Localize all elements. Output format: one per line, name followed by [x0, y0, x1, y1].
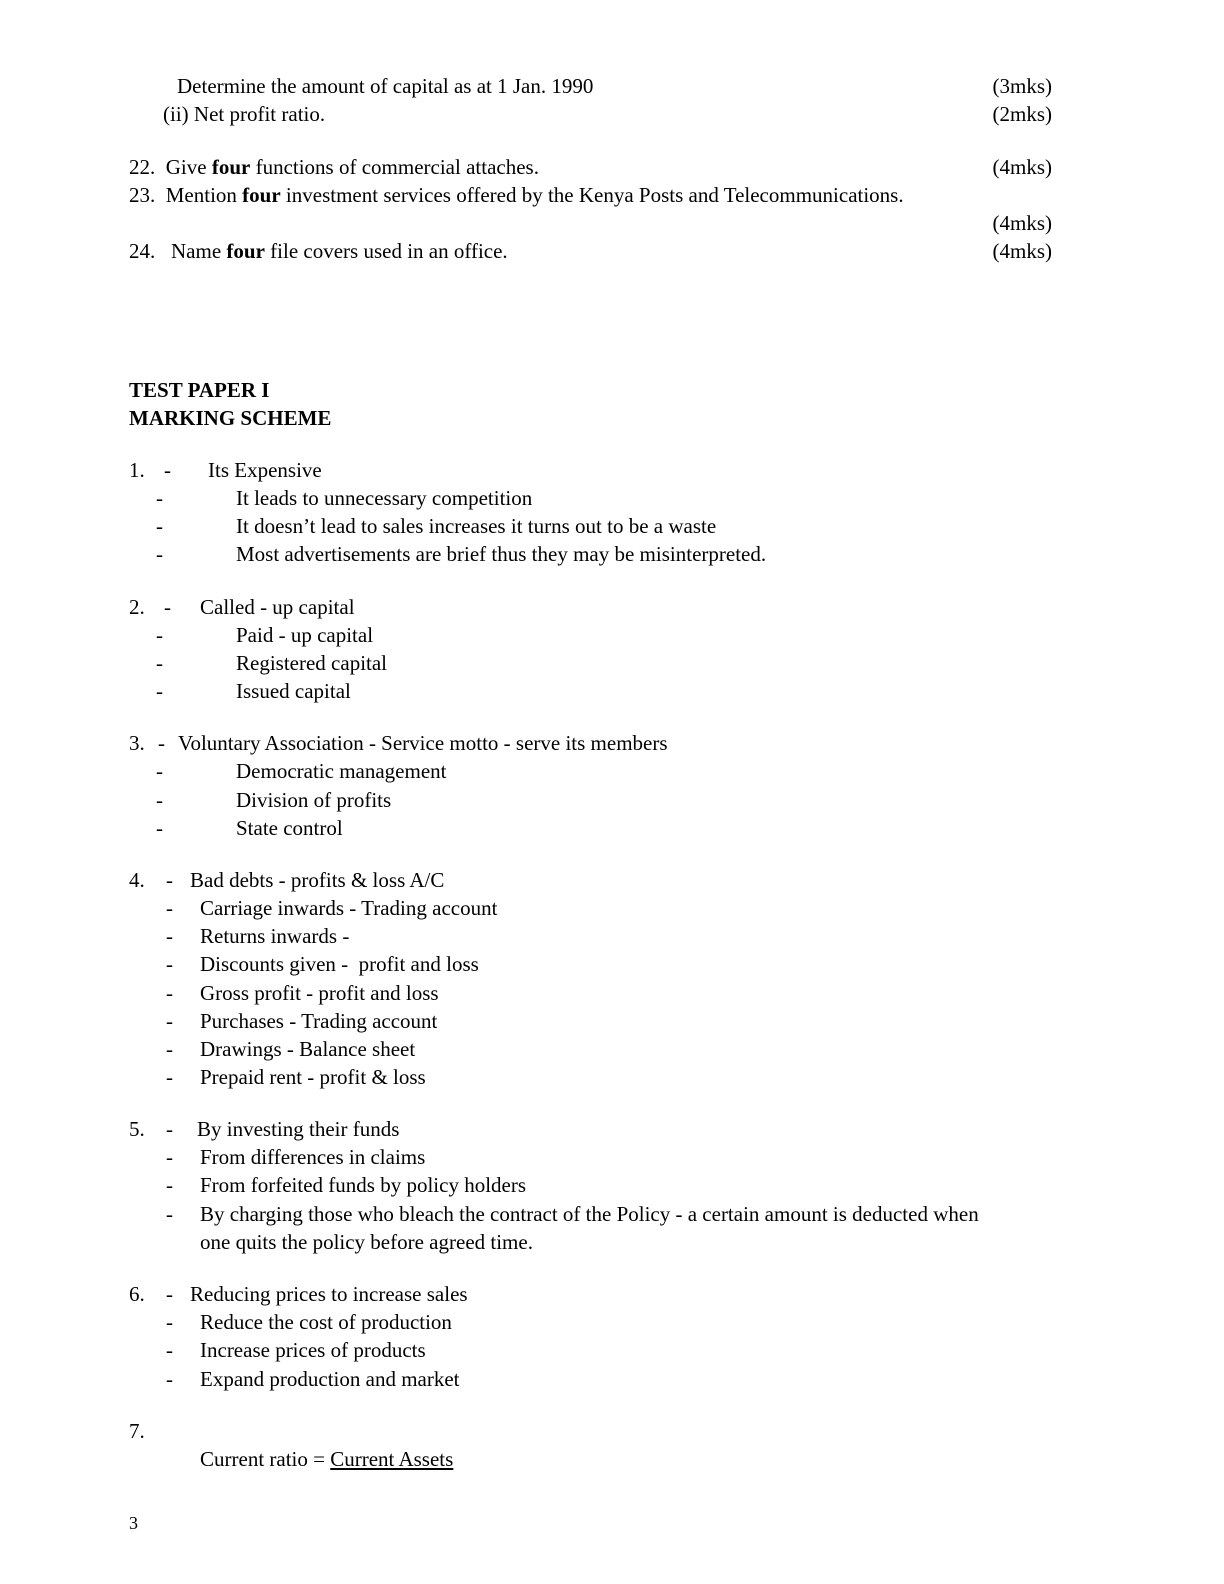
answer-3-dash-1: -: [158, 731, 165, 755]
answer-4-item-2: Carriage inwards - Trading account: [200, 896, 498, 920]
answer-5-item-1: By investing their funds: [197, 1117, 400, 1141]
answer-2-item-4: Issued capital: [236, 679, 351, 703]
q23-number: 23.: [129, 183, 156, 207]
q23-marks: (4mks): [992, 211, 1052, 235]
answer-1-number: 1.: [129, 458, 145, 482]
q21b-marks: (2mks): [992, 102, 1052, 126]
q21a-text: Determine the amount of capital as at 1 Jan. 1990: [177, 74, 594, 98]
answer-5-dash-4: -: [166, 1202, 173, 1226]
answer-4-number: 4.: [129, 868, 145, 892]
answer-2-dash-4: -: [156, 679, 163, 703]
answer-1-item-2: It leads to unnecessary competition: [236, 486, 533, 510]
answer-4-item-6: Purchases - Trading account: [200, 1009, 438, 1033]
q21a-marks: (3mks): [992, 74, 1052, 98]
answer-4-dash-2: -: [166, 896, 173, 920]
answer-2-item-1: Called - up capital: [200, 595, 355, 619]
answer-5-item-4: By charging those who bleach the contract of the Policy - a certain amount is deducted when: [200, 1202, 979, 1226]
answer-3-dash-2: -: [156, 759, 163, 783]
answer-2-dash-1: -: [164, 595, 171, 619]
answer-3-item-1: Voluntary Association - Service motto - serve its members: [178, 731, 668, 755]
q24-post: file covers used in an office.: [264, 239, 508, 263]
answer-4-dash-3: -: [166, 924, 173, 948]
q24-bold: four: [226, 239, 265, 263]
q23-line: [129, 181, 904, 209]
q23-bold: four: [242, 183, 281, 207]
q22-pre: Give: [165, 155, 212, 179]
q22-line: [129, 153, 539, 181]
q24-marks: (4mks): [992, 239, 1052, 263]
answer-4-dash-8: -: [166, 1065, 173, 1089]
q23-post: investment services offered by the Kenya Posts and Telecommunications.: [280, 183, 904, 207]
heading-marking-scheme: MARKING SCHEME: [129, 406, 332, 430]
page-number: 3: [129, 1513, 138, 1533]
answer-6-item-2: Reduce the cost of production: [200, 1310, 452, 1334]
answer-5-item-3: From forfeited funds by policy holders: [200, 1173, 527, 1197]
q22-post: functions of commercial attaches.: [250, 155, 539, 179]
answer-1-dash-4: -: [156, 542, 163, 566]
q24-number: 24.: [129, 239, 156, 263]
q24-pre: Name: [171, 239, 227, 263]
heading-test-paper: TEST PAPER I: [129, 378, 270, 402]
answer-5-dash-3: -: [166, 1173, 173, 1197]
current-ratio-numerator: Current Assets: [330, 1447, 454, 1471]
q21b-text: (ii) Net profit ratio.: [163, 102, 326, 126]
answer-5-item-4-continued: one quits the policy before agreed time.: [200, 1230, 533, 1254]
answer-1-dash-2: -: [156, 486, 163, 510]
answer-1-item-1: Its Expensive: [208, 458, 322, 482]
answer-3-dash-4: -: [156, 816, 163, 840]
answer-6-number: 6.: [129, 1282, 145, 1306]
q23-pre: Mention: [165, 183, 243, 207]
answer-2-dash-3: -: [156, 651, 163, 675]
answer-6-item-4: Expand production and market: [200, 1367, 460, 1391]
current-ratio-label: Current ratio =: [200, 1447, 331, 1471]
answer-4-item-5: Gross profit - profit and loss: [200, 981, 439, 1005]
answer-4-dash-7: -: [166, 1037, 173, 1061]
answer-3-dash-3: -: [156, 788, 163, 812]
answer-6-dash-3: -: [166, 1338, 173, 1362]
answer-5-number: 5.: [129, 1117, 145, 1141]
answer-4-item-1: Bad debts - profits & loss A/C: [190, 868, 445, 892]
answer-4-dash-5: -: [166, 981, 173, 1005]
q24-line: [129, 237, 508, 265]
answer-3-number: 3.: [129, 731, 145, 755]
answer-4-item-3: Returns inwards -: [200, 924, 350, 948]
q22-number: 22.: [129, 155, 156, 179]
answer-2-item-3: Registered capital: [236, 651, 388, 675]
answer-6-dash-4: -: [166, 1367, 173, 1391]
answer-1-dash-1: -: [164, 458, 171, 482]
answer-2-number: 2.: [129, 595, 145, 619]
answer-4-dash-6: -: [166, 1009, 173, 1033]
answer-5-dash-2: -: [166, 1145, 173, 1169]
answer-1-dash-3: -: [156, 514, 163, 538]
answer-3-item-2: Democratic management: [236, 759, 447, 783]
answer-6-dash-1: -: [166, 1282, 173, 1306]
answer-3-item-3: Division of profits: [236, 788, 392, 812]
answer-4-dash-1: -: [166, 868, 173, 892]
answer-2-item-2: Paid - up capital: [236, 623, 374, 647]
q22-marks: (4mks): [992, 155, 1052, 179]
answer-7-number: 7.: [129, 1419, 145, 1443]
answer-2-dash-2: -: [156, 623, 163, 647]
answer-7-formula: [200, 1445, 453, 1473]
answer-6-dash-2: -: [166, 1310, 173, 1334]
answer-5-item-2: From differences in claims: [200, 1145, 426, 1169]
answer-1-item-4: Most advertisements are brief thus they may be misinterpreted.: [236, 542, 767, 566]
answer-4-dash-4: -: [166, 952, 173, 976]
answer-4-item-4: Discounts given - profit and loss: [200, 952, 479, 976]
answer-6-item-3: Increase prices of products: [200, 1338, 426, 1362]
q22-bold: four: [211, 155, 251, 179]
answer-4-item-7: Drawings - Balance sheet: [200, 1037, 416, 1061]
answer-6-item-1: Reducing prices to increase sales: [190, 1282, 468, 1306]
answer-3-item-4: State control: [236, 816, 343, 840]
answer-1-item-3: It doesn’t lead to sales increases it turns out to be a waste: [236, 514, 717, 538]
answer-5-dash-1: -: [166, 1117, 173, 1141]
answer-4-item-8: Prepaid rent - profit & loss: [200, 1065, 426, 1089]
